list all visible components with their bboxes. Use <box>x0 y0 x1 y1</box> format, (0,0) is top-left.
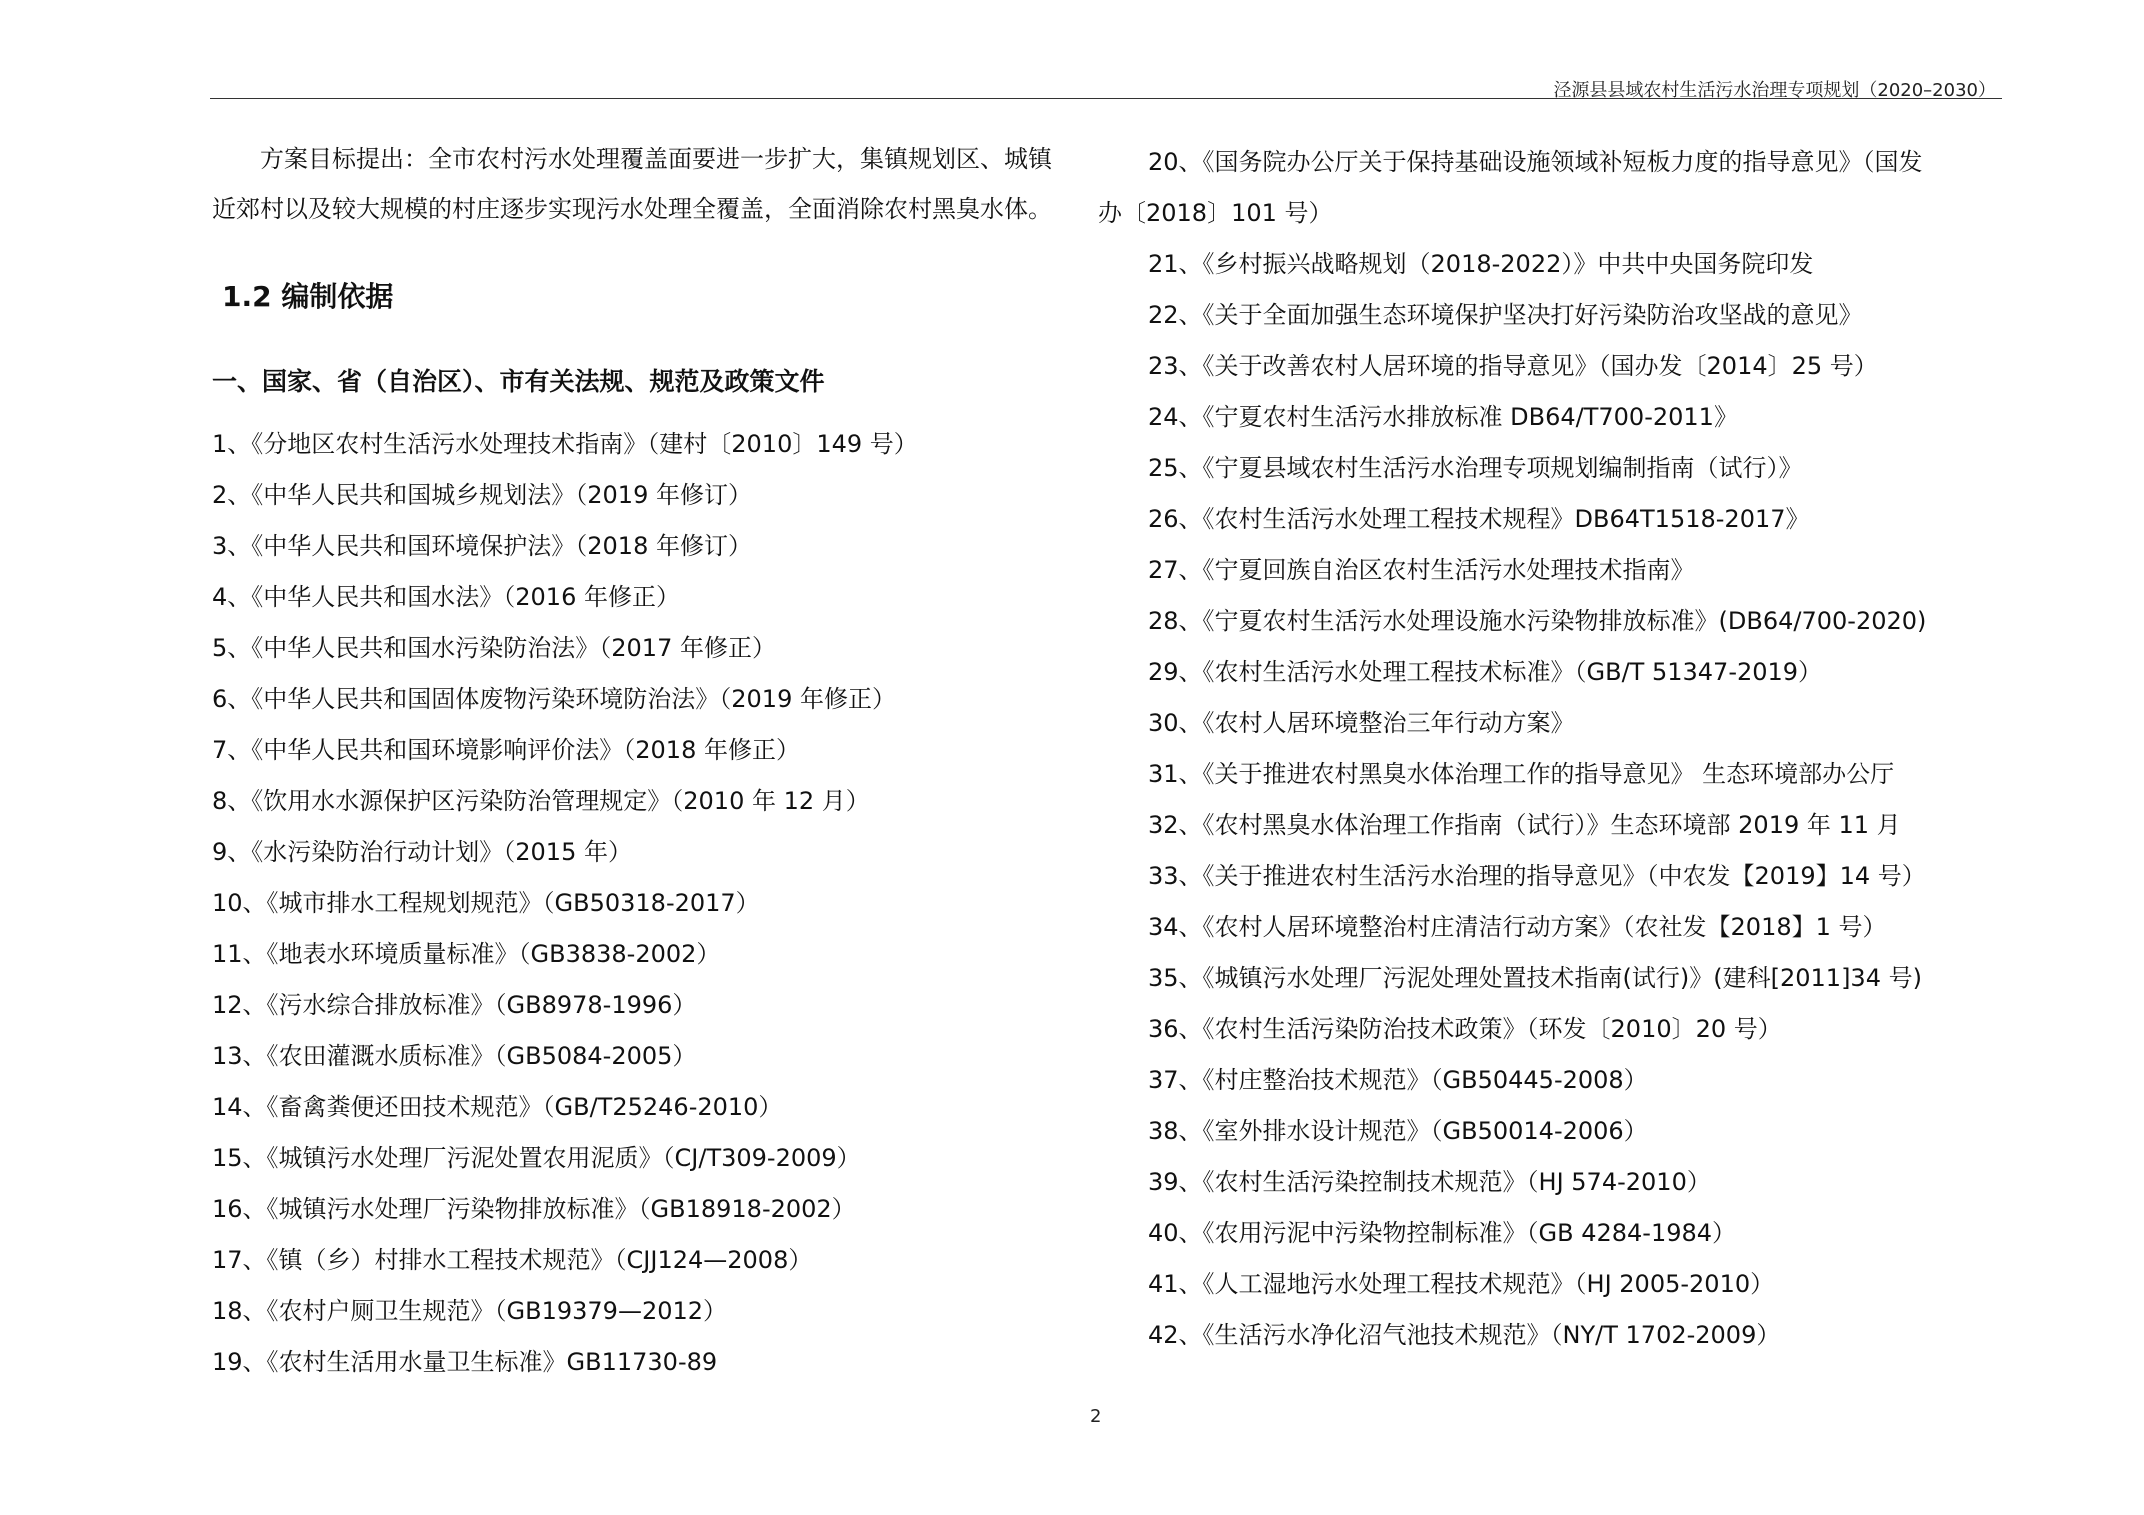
reference-item: 2、《中华人民共和国城乡规划法》（2019 年修订） <box>212 481 752 509</box>
reference-item: 30、《农村人居环境整治三年行动方案》 <box>1148 709 1575 737</box>
reference-item: 40、《农用污泥中污染物控制标准》（GB 4284-1984） <box>1148 1219 1737 1247</box>
reference-item: 17、《镇（乡）村排水工程技术规范》（CJJ124—2008） <box>212 1246 813 1274</box>
reference-item: 41、《人工湿地污水处理工程技术规范》（HJ 2005-2010） <box>1148 1270 1775 1298</box>
reference-item: 1、《分地区农村生活污水处理技术指南》（建村〔2010〕149 号） <box>212 430 918 458</box>
reference-item: 31、《关于推进农村黑臭水体治理工作的指导意见》 生态环境部办公厅 <box>1148 760 1895 788</box>
section-title: 1.2 编制依据 <box>222 280 394 313</box>
reference-item-line2: 办〔2018〕101 号） <box>1098 199 1333 227</box>
page-number: 2 <box>1090 1406 1102 1427</box>
reference-item: 13、《农田灌溉水质标准》（GB5084-2005） <box>212 1042 697 1070</box>
reference-item: 37、《村庄整治技术规范》（GB50445-2008） <box>1148 1066 1648 1094</box>
intro-paragraph: 方案目标提出：全市农村污水处理覆盖面要进一步扩大，集镇规划区、城镇近郊村以及较大规模的村庄逐步实现污水处理全覆盖，全面消除农村黑臭水体。 <box>212 145 1052 223</box>
reference-item: 7、《中华人民共和国环境影响评价法》（2018 年修正） <box>212 736 800 764</box>
reference-item: 18、《农村户厕卫生规范》（GB19379—2012） <box>212 1297 728 1325</box>
header-rule <box>210 98 2002 99</box>
reference-item: 33、《关于推进农村生活污水治理的指导意见》（中农发【2019】14 号） <box>1148 862 1926 890</box>
reference-item: 11、《地表水环境质量标准》（GB3838-2002） <box>212 940 721 968</box>
reference-item: 9、《水污染防治行动计划》（2015 年） <box>212 838 632 866</box>
reference-item: 26、《农村生活污水处理工程技术规程》DB64T1518-2017》 <box>1148 505 1810 533</box>
reference-item: 24、《宁夏农村生活污水排放标准 DB64/T700-2011》 <box>1148 403 1738 431</box>
reference-item-line1: 20、《国务院办公厅关于保持基础设施领域补短板力度的指导意见》（国发 <box>1148 148 1923 176</box>
reference-item: 34、《农村人居环境整治村庄清洁行动方案》（农社发【2018】1 号） <box>1148 913 1887 941</box>
reference-item: 12、《污水综合排放标准》（GB8978-1996） <box>212 991 697 1019</box>
reference-item: 14、《畜禽粪便还田技术规范》（GB/T25246-2010） <box>212 1093 783 1121</box>
reference-item: 42、《生活污水净化沼气池技术规范》（NY/T 1702-2009） <box>1148 1321 1781 1349</box>
reference-item: 39、《农村生活污染控制技术规范》（HJ 574-2010） <box>1148 1168 1711 1196</box>
reference-item: 4、《中华人民共和国水法》（2016 年修正） <box>212 583 680 611</box>
reference-item: 21、《乡村振兴战略规划（2018-2022）》中共中央国务院印发 <box>1148 250 1814 278</box>
reference-item: 29、《农村生活污水处理工程技术标准》（GB/T 51347-2019） <box>1148 658 1823 686</box>
reference-item: 28、《宁夏农村生活污水处理设施水污染物排放标准》(DB64/700-2020) <box>1148 607 1927 635</box>
subsection-title: 一、国家、省（自治区）、市有关法规、规范及政策文件 <box>212 367 825 396</box>
reference-item: 19、《农村生活用水量卫生标准》GB11730-89 <box>212 1348 718 1376</box>
reference-item: 35、《城镇污水处理厂污泥处理处置技术指南(试行)》(建科[2011]34 号) <box>1148 964 1922 992</box>
reference-item: 23、《关于改善农村人居环境的指导意见》（国办发〔2014〕25 号） <box>1148 352 1878 380</box>
reference-item: 6、《中华人民共和国固体废物污染环境防治法》（2019 年修正） <box>212 685 896 713</box>
reference-item: 27、《宁夏回族自治区农村生活污水处理技术指南》 <box>1148 556 1695 584</box>
reference-item: 5、《中华人民共和国水污染防治法》（2017 年修正） <box>212 634 776 662</box>
reference-item: 15、《城镇污水处理厂污泥处置农用泥质》（CJ/T309-2009） <box>212 1144 861 1172</box>
reference-item: 32、《农村黑臭水体治理工作指南（试行）》生态环境部 2019 年 11 月 <box>1148 811 1901 839</box>
reference-item: 10、《城市排水工程规划规范》（GB50318-2017） <box>212 889 760 917</box>
reference-item: 22、《关于全面加强生态环境保护坚决打好污染防治攻坚战的意见》 <box>1148 301 1863 329</box>
reference-item: 3、《中华人民共和国环境保护法》（2018 年修订） <box>212 532 752 560</box>
running-header: 泾源县县域农村生活污水治理专项规划（2020–2030） <box>1553 80 1996 101</box>
reference-item: 8、《饮用水水源保护区污染防治管理规定》（2010 年 12 月） <box>212 787 870 815</box>
reference-item: 38、《室外排水设计规范》（GB50014-2006） <box>1148 1117 1648 1145</box>
reference-item: 25、《宁夏县域农村生活污水治理专项规划编制指南（试行）》 <box>1148 454 1803 482</box>
reference-item: 16、《城镇污水处理厂污染物排放标准》（GB18918-2002） <box>212 1195 856 1223</box>
reference-item: 36、《农村生活污染防治技术政策》（环发〔2010〕20 号） <box>1148 1015 1782 1043</box>
